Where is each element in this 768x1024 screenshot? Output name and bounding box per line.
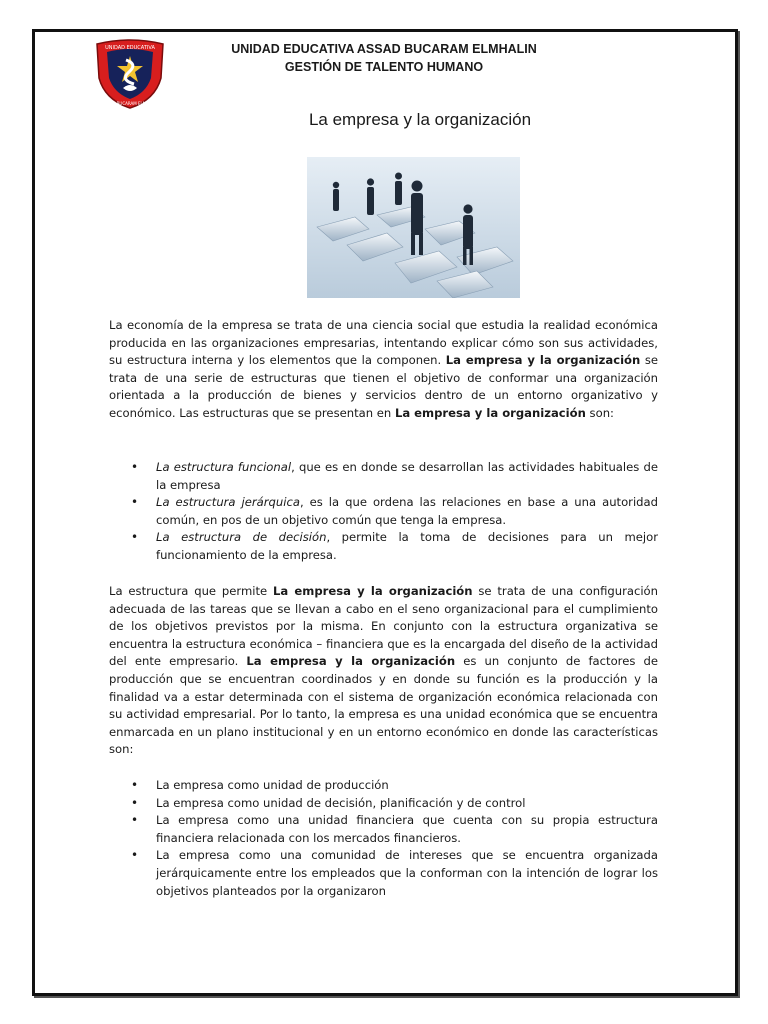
school-name: UNIDAD EDUCATIVA ASSAD BUCARAM ELMHALIN	[231, 42, 537, 56]
characteristics-list	[109, 777, 658, 900]
list-item: • La estructura jerárquica, es la que ordena las relaciones en base a una autoridad común, en pos de un objetivo común que tenga la empresa.	[109, 494, 658, 529]
list-item: • La empresa como unidad de decisión, planificación y de control	[109, 795, 658, 813]
business-puzzle-image	[307, 157, 520, 298]
list-item: • La empresa como una unidad financiera que cuenta con su propia estructura financiera relacionada con los mercados financieros.	[109, 812, 658, 847]
logo-bottom-text: ASSAD BUCARAM ELMHALIN	[101, 101, 159, 106]
structures-list	[109, 459, 658, 565]
list-item: • La estructura de decisión, permite la toma de decisiones para un mejor funcionamiento de la empresa.	[109, 529, 658, 564]
department-name: GESTIÓN DE TALENTO HUMANO	[284, 60, 484, 74]
list-item: • La empresa como unidad de producción	[109, 777, 658, 795]
school-logo	[93, 38, 167, 110]
logo-top-text: UNIDAD EDUCATIVA	[105, 45, 155, 51]
page-title: La empresa y la organización	[308, 110, 532, 129]
list-item: • La empresa como una comunidad de intereses que se encuentra organizada jerárquicamente entre los empleados que la conforman con la intención de lograr los objetivos planteados por la organizaron	[109, 847, 658, 900]
structure-paragraph: La estructura que permite La empresa y la organización se trata de una configuración adecuada de las tareas que se llevan a cabo en el seno organizacional para el cumplimiento de los objetivos previstos por la misma. En conjunto con la estructura organizativa se encuentra la estructura económica – financiera que es la encargada del diseño de la actividad del ente empresario. La empresa y la organización es un conjunto de factores de producción que se encuentran coordinados y en donde su función es la producción y la finalidad va a estar determinada con el sistema de organización económica relacionada con su actividad empresarial. Por lo tanto, la empresa es una unidad económica que se encuentra enmarcada en un plano institucional y en un entorno económico en donde las características son:	[109, 584, 658, 757]
intro-paragraph: La economía de la empresa se trata de una ciencia social que estudia la realidad económica producida en las organizaciones empresarias, intentando explicar cómo son sus actividades, su estructura interna y los elementos que la componen. La empresa y la organización se trata de una serie de estructuras que tienen el objetivo de conformar una organización orientada a la producción de bienes y servicios dentro de un entorno organizativo y económico. Las estructuras que se presentan en La empresa y la organización son:	[109, 318, 659, 420]
list-item: • La estructura funcional, que es en donde se desarrollan las actividades habituales de la empresa	[109, 459, 658, 494]
